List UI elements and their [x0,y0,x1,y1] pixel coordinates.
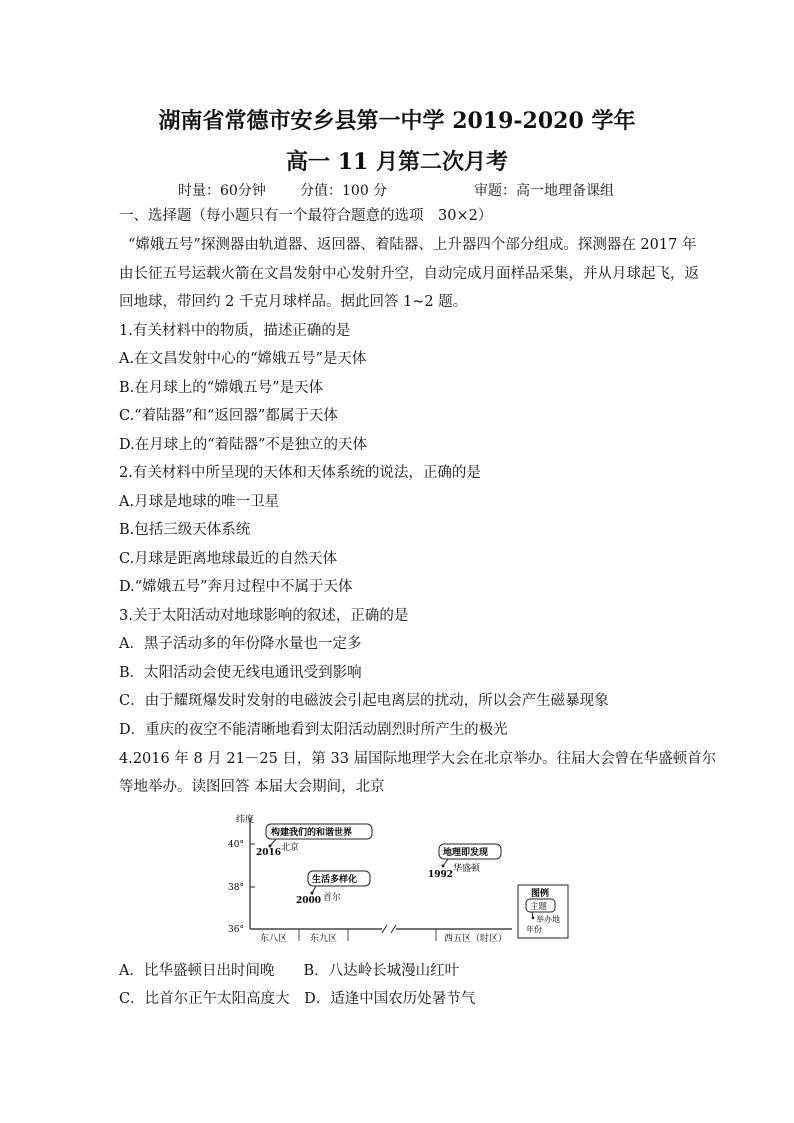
question-1-option-d: D.在月球上的“着陆器”不是独立的天体 [119,437,368,453]
x-tick-label: 东九区 [310,934,338,944]
page-subtitle: 高一 11 月第二次月考 [286,149,508,175]
theme-label: 地理即发现 [443,848,489,858]
question-2-option-b: B.包括三级天体系统 [119,522,251,538]
question-3-stem: 3.关于太阳活动对地球影响的叙述，正确的是 [119,608,409,624]
event-year: 1992 [428,870,454,880]
question-1-option-a: A.在文昌发射中心的“嫦娥五号”是天体 [119,351,367,367]
question-2-option-a: A.月球是地球的唯一卫星 [119,494,280,510]
question-2-option-c: C.月球是距离地球最近的自然天体 [119,551,338,567]
question-4-options-cd: C．比首尔正午太阳高度大 D．适逢中国农历处暑节气 [119,991,476,1007]
legend-city-marker [532,917,535,920]
question-3-option-b: B．太阳活动会使无线电通讯受到影响 [119,665,362,681]
event-year: 2016 [256,848,282,858]
event-city: 华盛顿 [453,864,481,874]
passage-line: 由长征五号运载火箭在文昌发射中心发射升空，自动完成月面样品采集，并从月球起飞，返 [119,266,699,282]
question-1-stem: 1.有关材料中的物质，描述正确的是 [119,323,351,339]
exam-time: 时量：60分钟 [178,183,266,199]
theme-label: 生活多样化 [312,875,358,885]
legend-city: 举办地 [536,915,560,924]
exam-score: 分值：100 分 [300,183,388,199]
question-2-stem: 2.有关材料中所呈现的天体和天体系统的说法，正确的是 [119,465,481,481]
axis-break-mark [382,925,387,933]
city-marker [311,892,314,895]
y-tick-label: 40° [228,840,244,850]
city-marker [442,865,445,868]
axis-break-mark [391,925,396,933]
legend-title: 图例 [531,889,550,899]
exam-figure [222,812,572,948]
x-tick-label: 西五区（时区） [444,934,508,944]
question-3-option-c: C．由于耀斑爆发时发射的电磁波会引起电离层的扰动，所以会产生磁暴现象 [119,693,609,709]
event-city: 首尔 [323,893,342,903]
y-tick-label: 38° [228,883,244,893]
question-4-options-ab: A．比华盛顿日出时间晚 B．八达岭长城漫山红叶 [119,963,460,979]
question-4-stem-cont: 等地举办。读图回答 本届大会期间，北京 [119,779,385,795]
question-4-stem: 4.2016 年 8 月 21－25 日，第 33 届国际地理学大会在北京举办。往届大会曾在华盛顿首尔 [119,751,717,767]
question-2-option-d: D.“嫦娥五号”奔月过程中不属于天体 [119,579,353,595]
x-tick-label: 东八区 [260,934,288,944]
question-1-option-b: B.在月球上的“嫦娥五号”是天体 [119,380,324,396]
question-3-option-d: D．重庆的夜空不能清晰地看到太阳活动剧烈时所产生的极光 [119,722,508,738]
passage-line: “嫦娥五号”探测器由轨道器、返回器、着陆器、上升器四个部分组成。探测器在 2017 年 [128,237,697,253]
legend-year: 年份 [526,925,542,934]
section-heading: 一、选择题（每小题只有一个最符合题意的选项 30×2） [119,208,493,224]
page-title: 湖南省常德市安乡县第一中学 2019-2020 学年 [158,108,636,134]
question-1-option-c: C.“着陆器”和“返回器”都属于天体 [119,408,338,424]
exam-reviewer: 审题：高一地理备课组 [474,183,614,199]
event-city: 北京 [281,843,300,853]
y-tick-label: 36° [228,925,244,935]
passage-line: 回地球，带回约 2 千克月球样品。据此回答 1~2 题。 [119,294,468,310]
y-axis-label: 纬度 [236,815,255,825]
theme-label: 构建我们的和谐世界 [271,828,353,838]
question-3-option-a: A．黑子活动多的年份降水量也一定多 [119,636,362,652]
event-year: 2000 [296,896,322,906]
legend-theme: 主题 [530,902,548,912]
